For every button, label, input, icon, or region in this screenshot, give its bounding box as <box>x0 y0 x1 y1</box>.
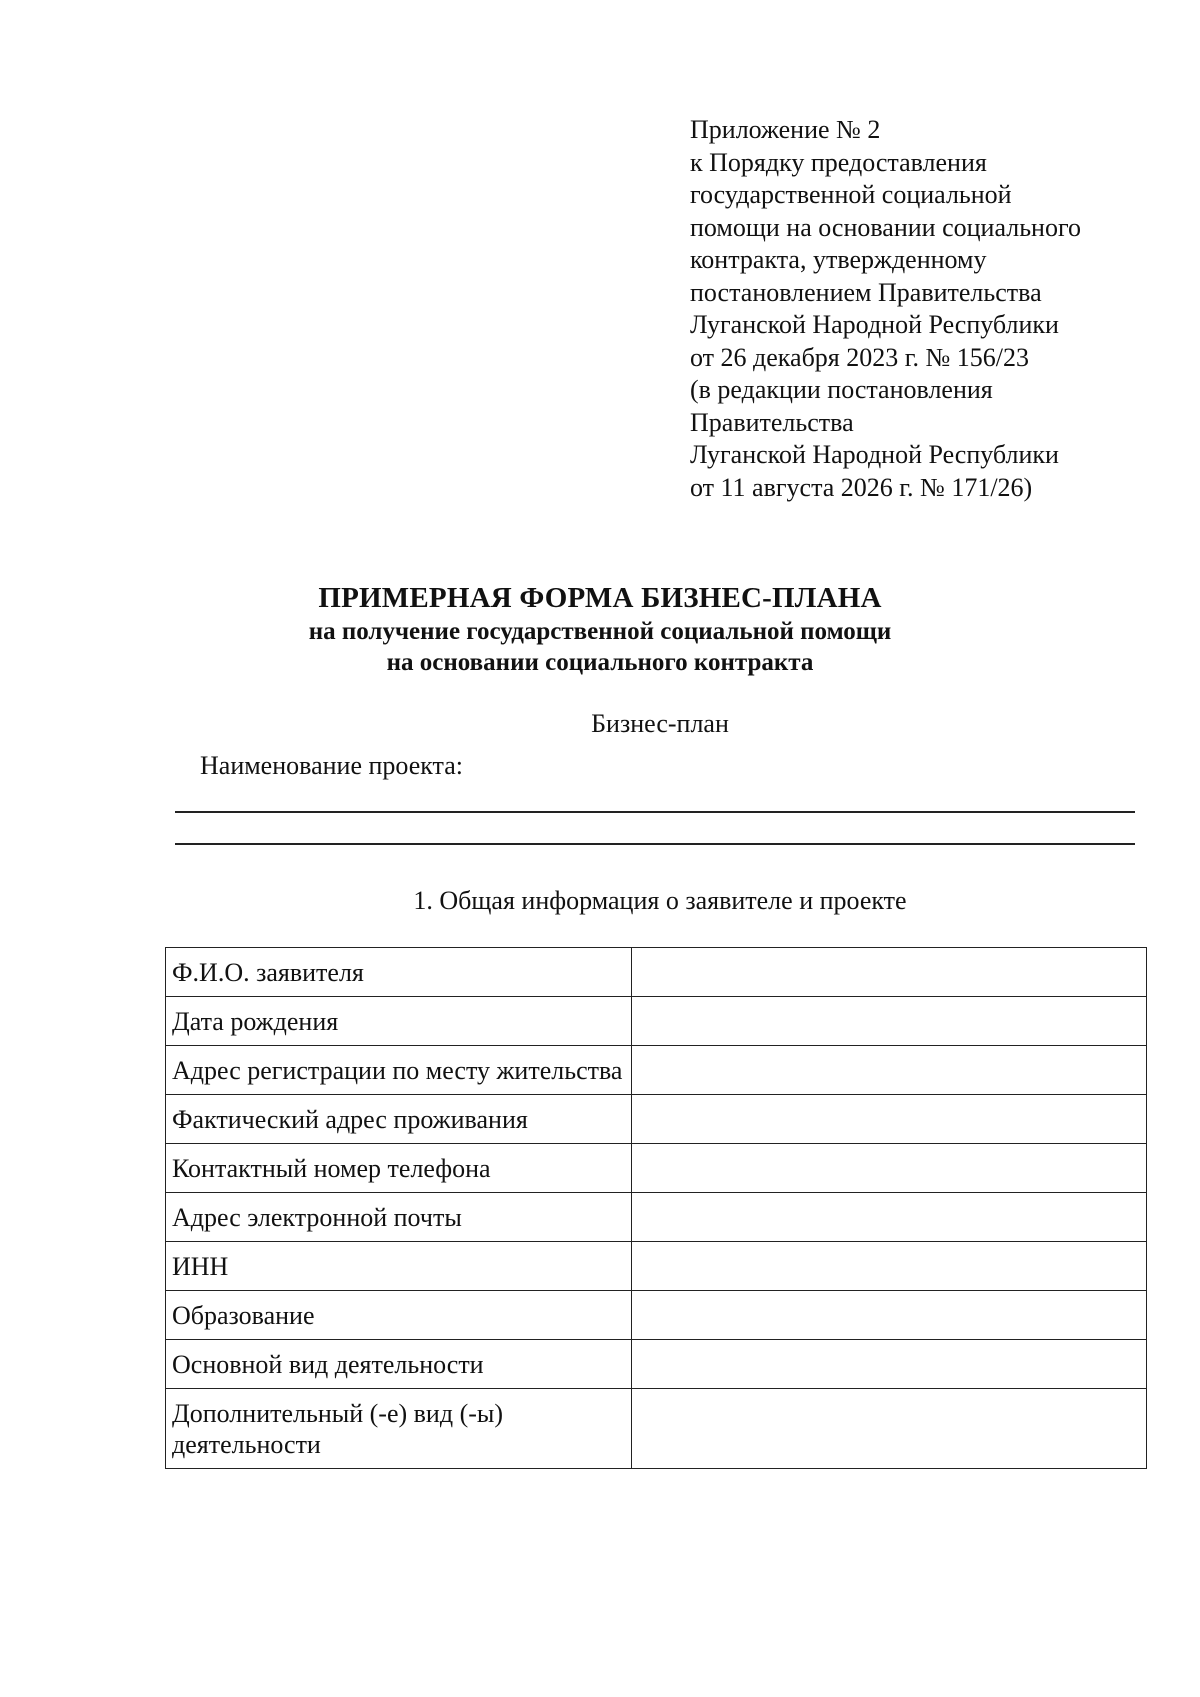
document-title <box>0 580 1200 678</box>
row-label: Фактический адрес проживания <box>166 1095 632 1144</box>
project-name-label: Наименование проекта: <box>200 751 463 780</box>
row-label: Дополнительный (-е) вид (-ы) деятельности <box>166 1389 632 1469</box>
row-value-cell[interactable] <box>632 1095 1147 1144</box>
row-value-cell[interactable] <box>632 1389 1147 1469</box>
table-row <box>166 1046 1147 1095</box>
row-label: Основной вид деятельности <box>166 1340 632 1389</box>
appendix-line: контракта, утвержденному <box>690 245 987 274</box>
section-1-heading: 1. Общая информация о заявителе и проекте <box>413 886 907 915</box>
appendix-line: от 11 августа 2026 г. № 171/26) <box>690 472 1033 502</box>
row-value-cell[interactable] <box>632 1193 1147 1242</box>
row-label: Адрес электронной почты <box>166 1193 632 1242</box>
project-name-fill-line-1[interactable] <box>175 811 1135 813</box>
appendix-line: Приложение № 2 <box>690 115 881 144</box>
table-row <box>166 948 1147 997</box>
row-label: Адрес регистрации по месту жительства <box>166 1046 632 1095</box>
row-value-cell[interactable] <box>632 948 1147 997</box>
title-main: ПРИМЕРНАЯ ФОРМА БИЗНЕС-ПЛАНА <box>318 582 882 614</box>
table-row <box>166 1242 1147 1291</box>
appendix-reference <box>690 114 1160 504</box>
table-row <box>166 1193 1147 1242</box>
business-plan-label: Бизнес-план <box>591 709 729 738</box>
table-row <box>166 997 1147 1046</box>
row-value-cell[interactable] <box>632 1291 1147 1340</box>
appendix-line: к Порядку предоставления <box>690 147 987 177</box>
project-name-fill-line-2[interactable] <box>175 843 1135 845</box>
appendix-line: Луганской Народной Республики <box>690 440 1059 469</box>
title-sub-line-1: на получение государственной социальной помощи <box>308 618 892 645</box>
row-value-cell[interactable] <box>632 1242 1147 1291</box>
appendix-line: Луганской Народной Республики <box>690 310 1059 339</box>
row-label: Ф.И.О. заявителя <box>166 948 632 997</box>
appendix-line: от 26 декабря 2023 г. № 156/23 <box>690 342 1030 372</box>
appendix-line: помощи на основании социального <box>690 212 1081 242</box>
row-value-cell[interactable] <box>632 997 1147 1046</box>
row-value-cell[interactable] <box>632 1144 1147 1193</box>
title-sub-line-2: на основании социального контракта <box>386 649 814 676</box>
appendix-line: Правительства <box>690 407 854 437</box>
appendix-line: (в редакции постановления <box>690 375 993 404</box>
applicant-info-table <box>165 947 1147 1469</box>
table-row <box>166 1095 1147 1144</box>
row-value-cell[interactable] <box>632 1046 1147 1095</box>
table-row <box>166 1389 1147 1469</box>
row-label: Дата рождения <box>166 997 632 1046</box>
table-row <box>166 1291 1147 1340</box>
table-row <box>166 1144 1147 1193</box>
row-label: Образование <box>166 1291 632 1340</box>
row-label: Контактный номер телефона <box>166 1144 632 1193</box>
table-row <box>166 1340 1147 1389</box>
appendix-line: государственной социальной <box>690 180 1012 209</box>
row-value-cell[interactable] <box>632 1340 1147 1389</box>
row-label: ИНН <box>166 1242 632 1291</box>
appendix-line: постановлением Правительства <box>690 277 1042 307</box>
